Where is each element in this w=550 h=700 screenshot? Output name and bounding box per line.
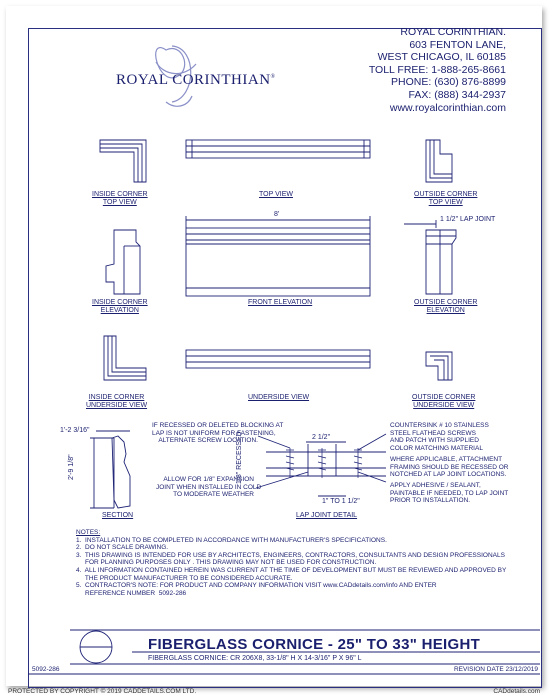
underside-view [186, 350, 370, 368]
note-line: FOR PLANNING PURPOSES ONLY . THIS DRAWING MAY NOT BE USED FOR CONSTRUCTION. [76, 559, 377, 567]
caption-outside-corner-top: OUTSIDE CORNER TOP VIEW [414, 191, 478, 206]
caption-outside-corner-elev: OUTSIDE CORNER ELEVATION [414, 299, 478, 314]
callout-adhesive: APPLY ADHESIVE / SEALANT, PAINTABLE IF NEEDED, TO LAP JOINT PRIOR TO INSTALLATION. [390, 482, 509, 505]
dim-length: 8' [274, 211, 280, 218]
outside-corner-top-view [426, 140, 452, 182]
callout-framing: WHERE APPLICABLE, ATTACHMENT FRAMING SHOULD BE RECESSED OR NOTCHED AT LAP JOINT LOCATIONS. [390, 456, 509, 479]
logo-wordmark: ROYAL CORINTHIAN [116, 72, 271, 88]
outside-corner-underside-view [426, 352, 452, 380]
caption-front-elevation: FRONT ELEVATION [248, 299, 313, 306]
address-line-1: 603 FENTON LANE, [409, 38, 506, 51]
caddetails-link[interactable]: CADdetails.com [493, 688, 540, 695]
note-line: THE PRODUCT MANUFACTURER TO BE CONSIDERED ACCURATE. [76, 574, 293, 582]
top-view [186, 140, 370, 158]
section-profile [90, 431, 130, 508]
note-line: 1. INSTALLATION TO BE COMPLETED IN ACCORDANCE WITH MANUFACTURER'S SPECIFICATIONS. [76, 536, 387, 544]
notes-block [76, 529, 516, 597]
copyright-notice: PROTECTED BY COPYRIGHT © 2019 CADDETAILS.COM LTD. [8, 688, 197, 695]
caption-lap-joint-detail: LAP JOINT DETAIL [296, 512, 358, 519]
dim-lap-joint: 1 1/2" LAP JOINT [440, 216, 496, 223]
dim-section-height: 2'-9 1/8" [68, 454, 75, 480]
caption-inside-corner-under: INSIDE CORNER UNDERSIDE VIEW [86, 394, 148, 409]
note-line: 2. DO NOT SCALE DRAWING. [76, 544, 169, 552]
caption-outside-corner-under: OUTSIDE CORNER UNDERSIDE VIEW [412, 394, 476, 409]
notes-heading: NOTES: [76, 529, 101, 536]
callout-expansion: ALLOW FOR 1/8" EXPANSION JOINT WHEN INSTALLED IN COLD TO MODERATE WEATHER [156, 476, 262, 499]
inside-corner-elevation [106, 230, 140, 294]
caption-inside-corner-top: INSIDE CORNER TOP VIEW [92, 191, 148, 206]
inside-corner-top-view [100, 140, 146, 182]
fax: FAX: (888) 344-2937 [408, 88, 506, 101]
note-line: 3. THIS DRAWING IS INTENDED FOR USE BY ARCHITECTS, ENGINEERS, CONTRACTORS, CONSULTANTS AND DESIGN PROFESSIONALS [76, 551, 505, 559]
caption-underside-view: UNDERSIDE VIEW [248, 394, 310, 401]
logo-text [116, 72, 276, 89]
note-line: 4. ALL INFORMATION CONTAINED HEREIN WAS CURRENT AT THE TIME OF DEVELOPMENT BUT MUST BE REVIEWED AND APPROVED BY [76, 566, 507, 574]
address-line-2: WEST CHICAGO, IL 60185 [377, 51, 506, 64]
caption-top-view: TOP VIEW [259, 191, 293, 198]
note-line: REFERENCE NUMBER 5092-286 [76, 589, 187, 597]
lap-joint-detail [256, 434, 386, 496]
callout-blocking: IF RECESSED OR DELETED BLOCKING AT LAP IS NOT UNIFORM FOR FASTENING, ALTERNATE SCREW LOCATION. [152, 422, 284, 445]
note-line: 5. CONTRACTOR'S NOTE: FOR PRODUCT AND COMPANY INFORMATION VISIT www.CADdetails.com/info AND ENTER [76, 582, 437, 590]
dim-section-projection: 1'-2 3/16" [60, 427, 90, 434]
drawing-subtitle: FIBERGLASS CORNICE: CR 206X8, 33-1/8" H X 14-3/16" P X 96" L [148, 655, 362, 662]
website-link[interactable]: www.royalcorinthian.com [389, 101, 506, 114]
dim-lap-width: 2 1/2" [312, 434, 331, 441]
reference-number: 5092-286 [32, 666, 60, 673]
caption-section: SECTION [102, 512, 134, 519]
phone: PHONE: (630) 876-8899 [391, 76, 506, 89]
company-address-block [369, 26, 506, 114]
inside-corner-underside-view [104, 336, 146, 380]
drawing-sheet [6, 6, 542, 686]
revision-date: REVISION DATE 23/12/2019 [453, 666, 538, 673]
drawing-title: FIBERGLASS CORNICE - 25" TO 33" HEIGHT [148, 636, 481, 653]
dim-recessed: 1/8" RECESSED [236, 431, 243, 484]
dim-lap-overlap: 1" TO 1 1/2" [322, 498, 360, 505]
registered-mark: ® [270, 74, 276, 80]
toll-free: TOLL FREE: 1-888-265-8661 [368, 63, 506, 76]
outside-corner-elevation [404, 220, 456, 294]
front-elevation [186, 228, 370, 296]
callout-screws: COUNTERSINK # 10 STAINLESS STEEL FLATHEAD SCREWS AND PATCH WITH SUPPLIED COLOR MATCHING MATERIAL [390, 422, 489, 452]
caption-inside-corner-elev: INSIDE CORNER ELEVATION [92, 299, 148, 314]
company-name: ROYAL CORINTHIAN. [400, 26, 506, 38]
